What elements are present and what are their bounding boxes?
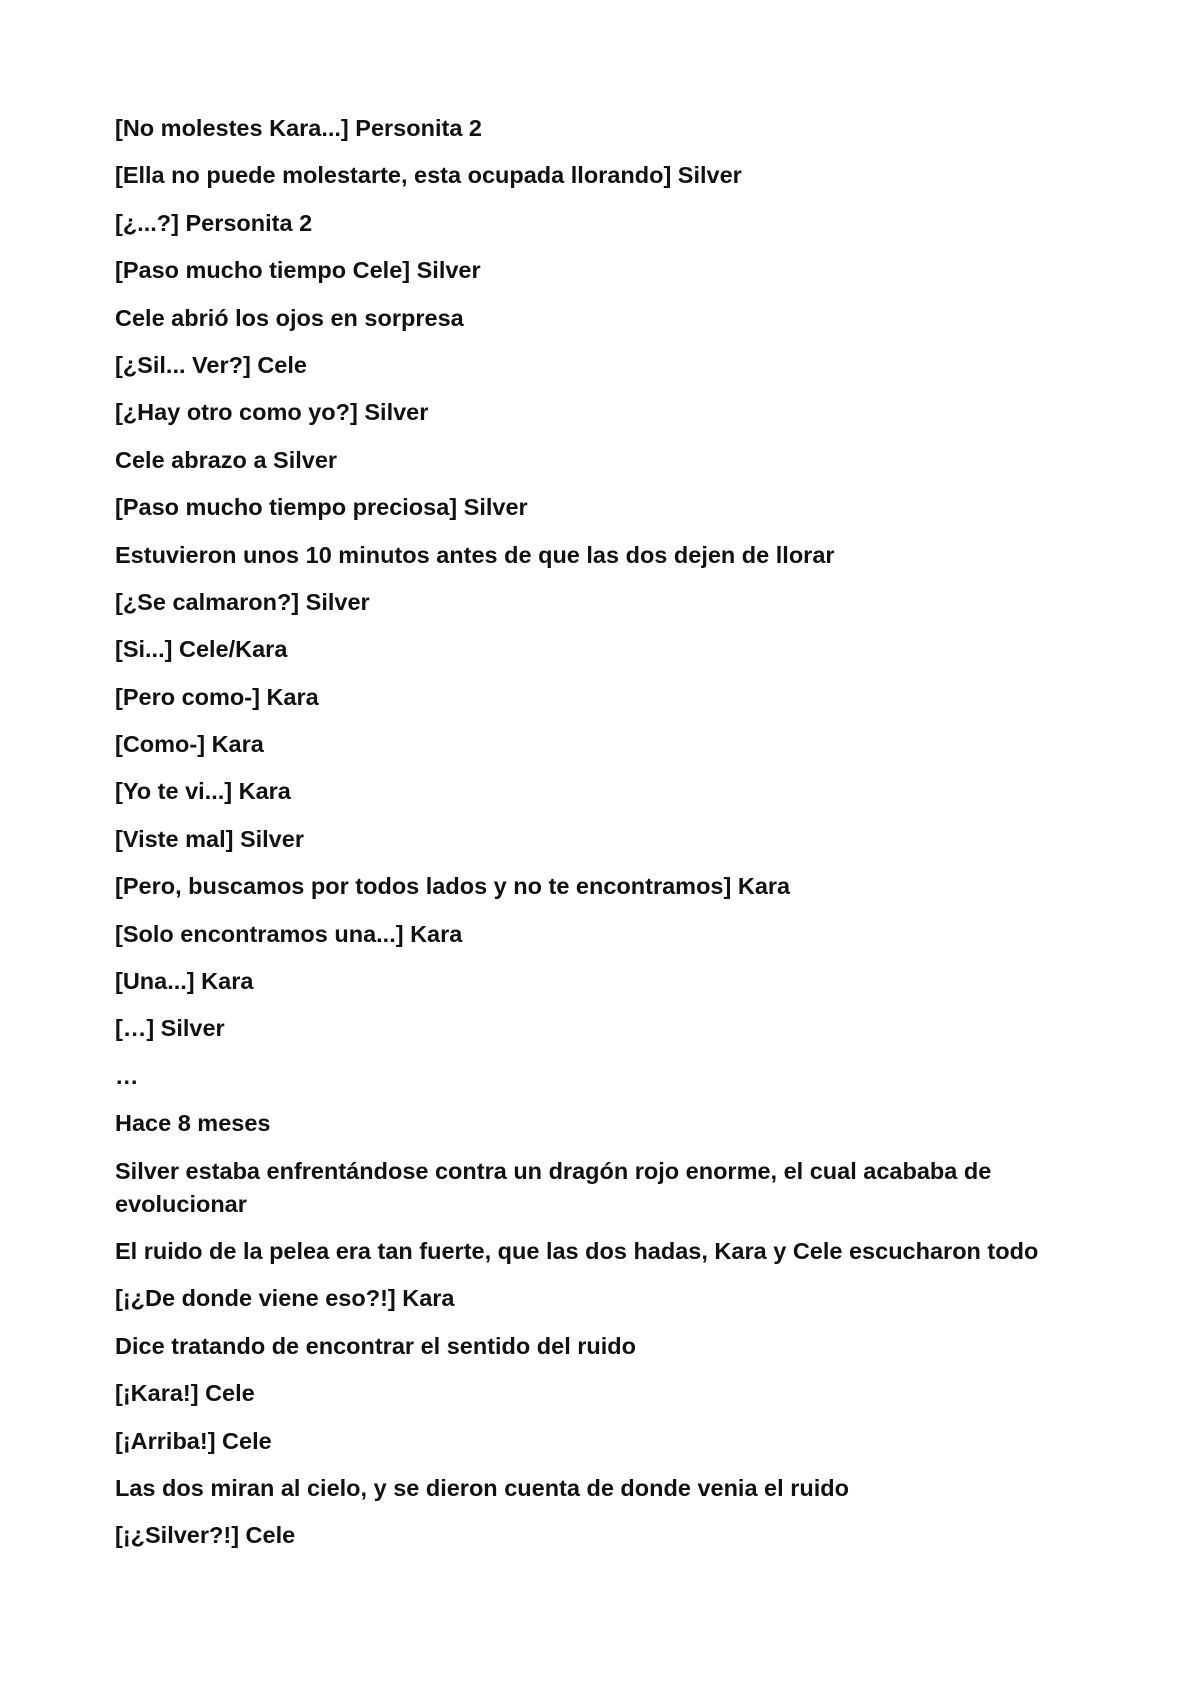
story-text [115,112,1075,1567]
text-line: [Solo encontramos una...] Kara [115,920,463,947]
text-line: [¿Sil... Ver?] Cele [115,351,307,378]
text-line: [¡¿Silver?!] Cele [115,1522,296,1549]
text-line: [Pero, buscamos por todos lados y no te encontramos] Kara [115,873,791,900]
text-line: [Una...] Kara [115,968,254,995]
text-line: [¡¿De donde viene eso?!] Kara [115,1285,455,1312]
text-line: [Como-] Kara [115,731,264,758]
text-line: Hace 8 meses [115,1110,271,1137]
text-line: [Si...] Cele/Kara [115,636,288,663]
text-line: El ruido de la pelea era tan fuerte, que las dos hadas, Kara y Cele escucharon todo [115,1237,1039,1264]
text-line: Silver estaba enfrentándose contra un dragón rojo enorme, el cual acababa de evolucionar [115,1157,992,1217]
text-line: [Paso mucho tiempo preciosa] Silver [115,494,528,521]
text-line: Estuvieron unos 10 minutos antes de que las dos dejen de llorar [115,541,835,568]
text-line: [¡Arriba!] Cele [115,1427,272,1454]
text-line: Cele abrió los ojos en sorpresa [115,304,464,331]
text-line: Cele abrazo a Silver [115,446,338,473]
text-line: [Paso mucho tiempo Cele] Silver [115,257,481,284]
text-line: Las dos miran al cielo, y se dieron cuenta de donde venia el ruido [115,1474,849,1501]
text-line: [Viste mal] Silver [115,825,304,852]
text-line: [¿Hay otro como yo?] Silver [115,399,429,426]
text-line: [¿...?] Personita 2 [115,209,313,236]
text-line: [Yo te vi...] Kara [115,778,291,805]
text-line: [¡Kara!] Cele [115,1380,255,1407]
text-line: … [115,1062,139,1089]
text-line: [Pero como-] Kara [115,683,319,710]
text-line: [¿Se calmaron?] Silver [115,588,370,615]
text-line: […] Silver [115,1015,225,1042]
text-line: Dice tratando de encontrar el sentido del ruido [115,1332,637,1359]
text-line: [Ella no puede molestarte, esta ocupada llorando] Silver [115,162,742,189]
text-line: [No molestes Kara...] Personita 2 [115,115,482,141]
